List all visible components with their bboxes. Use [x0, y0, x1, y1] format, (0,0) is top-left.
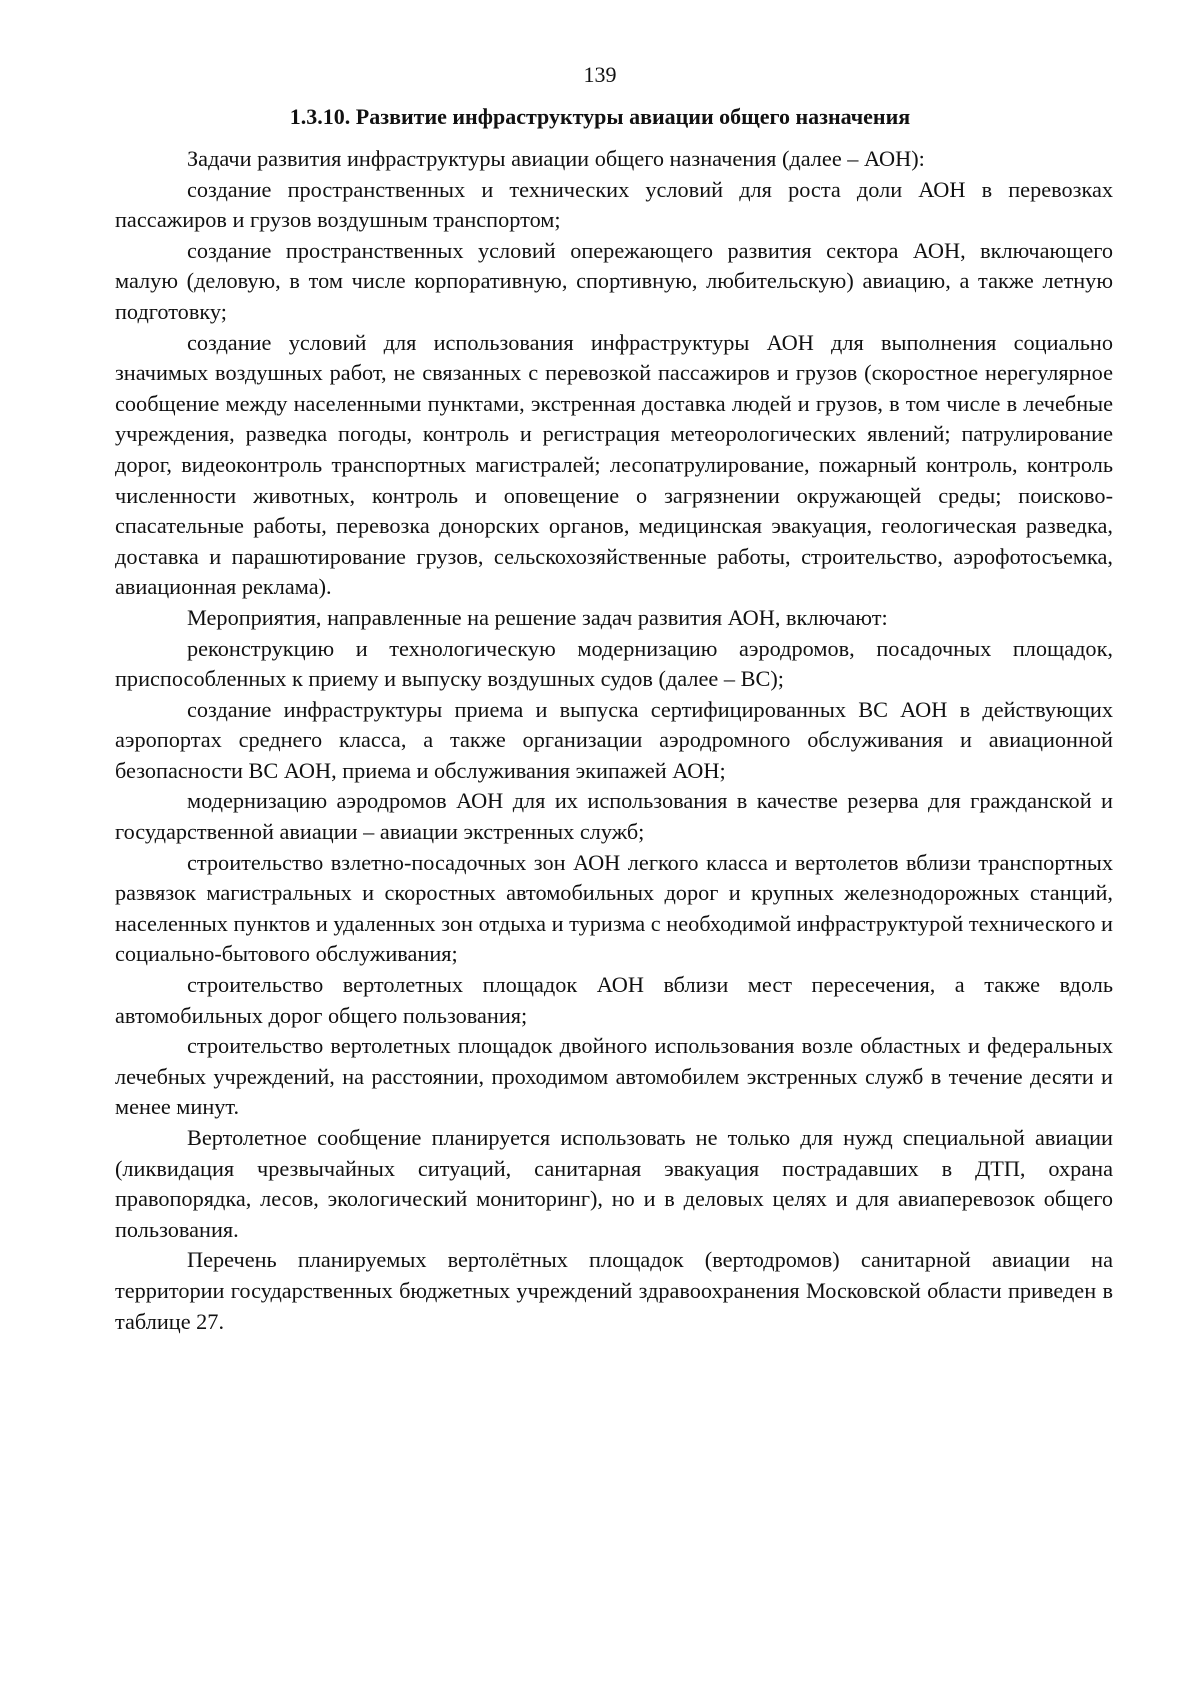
paragraph-task-1: создание пространственных и технических условий для роста доли АОН в перевозках пассажиров и грузов воздушным транспортом;: [115, 176, 1113, 233]
document-body: [115, 144, 1113, 1337]
paragraph-measures-intro: Мероприятия, направленные на решение задач развития АОН, включают:: [187, 604, 888, 630]
page-number: 139: [583, 62, 617, 87]
paragraph-measure-2: создание инфраструктуры приема и выпуска сертифицированных ВС АОН в действующих аэропортах среднего класса, а также организации аэродромного обслуживания и авиационной безопасности ВС АОН, приема и обслуживания экипажей АОН;: [115, 696, 1113, 783]
paragraph-measure-5: строительство вертолетных площадок АОН вблизи мест пересечения, а также вдоль автомобильных дорог общего пользования;: [115, 972, 1113, 1028]
paragraph-heliport-list: Перечень планируемых вертолётных площадок (вертодромов) санитарной авиации на территории государственных бюджетных учреждений здравоохранения Московской области приведен в таблице 27.: [115, 1247, 1113, 1334]
paragraph-helicopter-service: Вертолетное сообщение планируется использовать не только для нужд специальной авиации (ликвидация чрезвычайных ситуаций, санитарная эвакуация пострадавших в ДТП, охрана правопорядка, лесов, экологический мониторинг), но и в деловых целях и для авиаперевозок общего пользования.: [115, 1125, 1113, 1242]
section-heading: 1.3.10. Развитие инфраструктуры авиации общего назначения: [289, 104, 911, 129]
paragraph-task-2: создание пространственных условий опережающего развития сектора АОН, включающего малую (деловую, в том числе корпоративную, спортивную, любительскую) авиацию, а также летную подготовку;: [115, 237, 1113, 324]
paragraph-measure-4: строительство взлетно-посадочных зон АОН легкого класса и вертолетов вблизи транспортных развязок магистральных и скоростных автомобильных дорог и крупных железнодорожных станций, населенных пунктов и удаленных зон отдыха и туризма с необходимой инфраструктурой технического и социально-бытового обслуживания;: [115, 849, 1113, 967]
paragraph-intro: Задачи развития инфраструктуры авиации общего назначения (далее – АОН):: [187, 146, 925, 171]
paragraph-task-3: создание условий для использования инфраструктуры АОН для выполнения социально значимых воздушных работ, не связанных с перевозкой пассажиров и грузов (скоростное нерегулярное сообщение между населенными пунктами, экстренная доставка людей и грузов, в том числе в лечебные учреждения, разведка погоды, контроль и регистрация метеорологических явлений; патрулирование дорог, видеоконтроль транспортных магистралей; лесопатрулирование, пожарный контроль, контроль численности животных, контроль и оповещение о загрязнении окружающей среды; поисково-спасательные работы, перевозка донорских органов, медицинская эвакуация, геологическая разведка, доставка и парашютирование грузов, сельскохозяйственные работы, строительство, аэрофотосъемка, авиационная реклама).: [115, 329, 1113, 600]
paragraph-measure-3: модернизацию аэродромов АОН для их использования в качестве резерва для гражданской и государственной авиации – авиации экстренных служб;: [115, 788, 1113, 845]
paragraph-measure-1: реконструкцию и технологическую модернизацию аэродромов, посадочных площадок, приспособленных к приему и выпуску воздушных судов (далее – ВС);: [115, 635, 1113, 692]
paragraph-measure-6: строительство вертолетных площадок двойного использования возле областных и федеральных лечебных учреждений, на расстоянии, проходимом автомобилем экстренных служб в течение десяти и менее минут.: [115, 1033, 1113, 1120]
